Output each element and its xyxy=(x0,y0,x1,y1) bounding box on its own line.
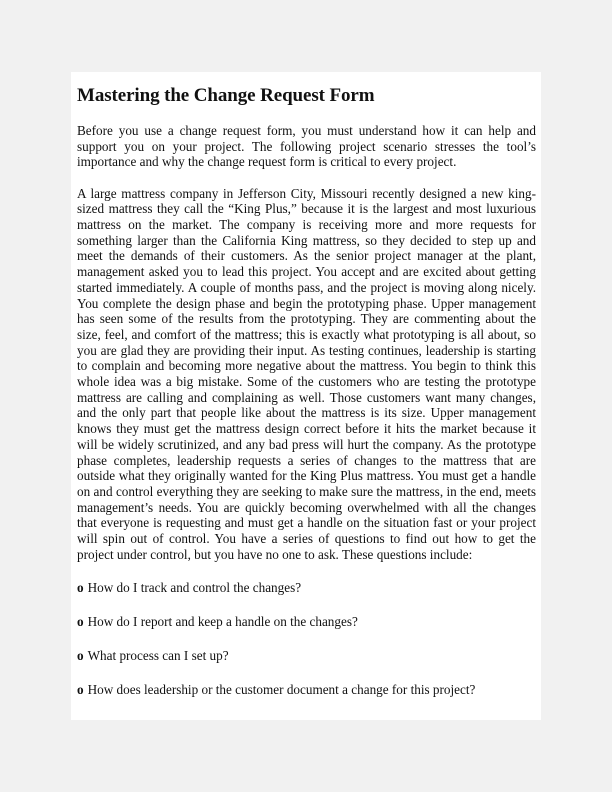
document-content xyxy=(77,84,536,715)
list-item xyxy=(77,614,536,630)
bullet-glyph: o xyxy=(77,681,84,697)
document-page xyxy=(71,72,541,720)
document-title: Mastering the Change Request Form xyxy=(77,85,375,106)
question-text: How do I report and keep a handle on the changes? xyxy=(87,614,358,630)
intro-paragraph: Before you use a change request form, you must understand how it can help and support you on your project. The following project scenario stresses the tool’s importance and why the change request form is critical to every project. xyxy=(77,123,536,170)
questions-list xyxy=(77,580,536,697)
list-item xyxy=(77,580,536,596)
question-text: What process can I set up? xyxy=(87,647,229,663)
bullet-glyph: o xyxy=(77,647,84,663)
question-text: How do I track and control the changes? xyxy=(87,580,302,596)
list-item xyxy=(77,648,536,664)
scenario-paragraph: A large mattress company in Jefferson City, Missouri recently designed a new king-sized mattress they call the “King Plus,” because it is the largest and most luxurious mattress on the market. The company is receiving more and more requests for something larger than the California King mattress, so they decided to step up and meet the demands of their customers. As the senior project manager at the plant, management asked you to lead this project. You accept and are excited about getting started immediately. A couple of months pass, and the project is moving along nicely. You complete the design phase and begin the prototyping phase. Upper management has seen some of the results from the prototyping. They are commenting about the size, feel, and comfort of the mattress; this is exactly what prototyping is all about, so you are glad they are providing their input. As testing continues, leadership is starting to complain and becoming more negative about the mattress. You begin to think this whole idea was a big mistake. Some of the customers who are testing the prototype mattress are calling and complaining as well. Those customers want many changes, and the only part that people like about the mattress is its size. Upper management knows they must get the mattress design correct before it hits the market because it will be widely scrutinized, and any bad press will hurt the company. As the prototype phase completes, leadership requests a series of changes to the mattress that are outside what they originally wanted for the King Plus mattress. You must get a handle on and control everything they are seeking to make sure the mattress, in the end, meets management’s needs. You are quickly becoming overwhelmed with all the changes that everyone is requesting and must get a handle on the situation fast or your project will spin out of control. You have a series of questions to find out how to get the project under control, but you have no one to ask. These questions include: xyxy=(77,185,536,562)
bullet-glyph: o xyxy=(77,580,84,596)
list-item xyxy=(77,682,536,698)
bullet-glyph: o xyxy=(77,614,84,630)
question-text: How does leadership or the customer document a change for this project? xyxy=(87,681,476,697)
